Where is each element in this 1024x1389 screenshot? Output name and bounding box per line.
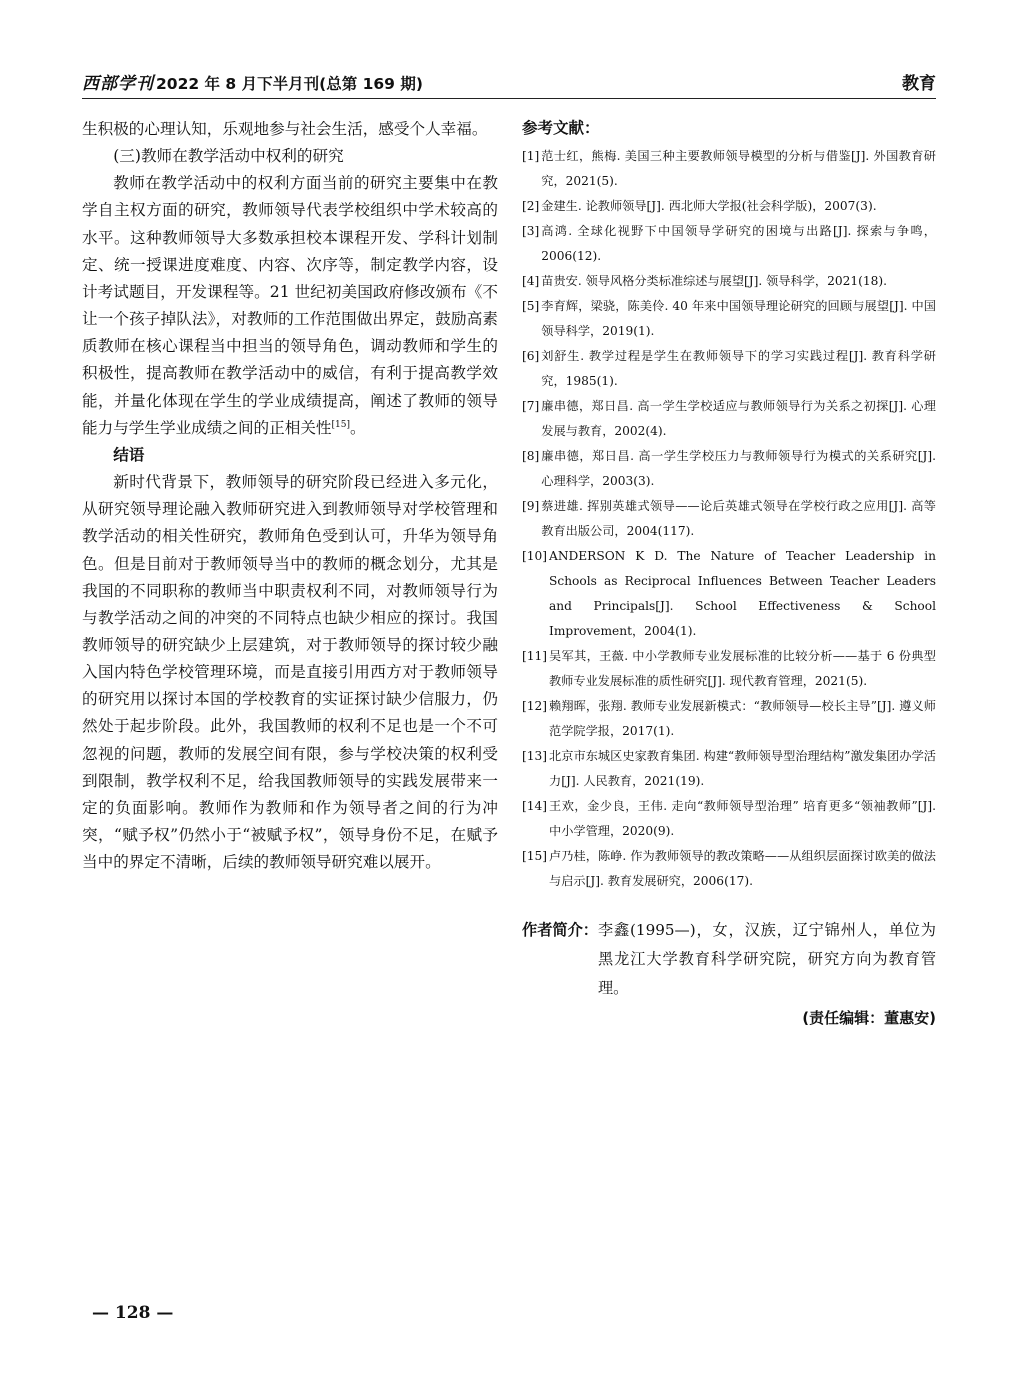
reference-number: [2] <box>522 199 540 213</box>
reference-item <box>522 644 936 694</box>
author-bio <box>522 916 936 1003</box>
reference-text: 金建生. 论教师领导[J]. 西北师大学报(社会科学版)，2007(3). <box>541 199 877 213</box>
reference-text: 卢乃桂，陈峥. 作为教师领导的教改策略——从组织层面探讨欧美的做法与启示[J]. 教育发展研究，2006(17). <box>549 849 936 888</box>
reference-number: [14] <box>522 799 548 813</box>
reference-text: 刘舒生. 教学过程是学生在教师领导下的学习实践过程[J]. 教育科学研究，1985(1). <box>541 349 936 388</box>
reference-text: 蔡进雄. 挥别英雄式领导——论后英雄式领导在学校行政之应用[J]. 高等教育出版公司，2004(117). <box>541 499 936 538</box>
paragraph-continuation: 生积极的心理认知，乐观地参与社会生活，感受个人幸福。 <box>82 120 488 138</box>
reference-text: 高鸿. 全球化视野下中国领导学研究的困境与出路[J]. 探索与争鸣，2006(12). <box>541 224 936 263</box>
citation-marker: [15] <box>331 419 350 430</box>
reference-item <box>522 144 936 194</box>
reference-text: 范士红，熊梅. 美国三种主要教师领导模型的分析与借鉴[J]. 外国教育研究，2021(5). <box>541 149 936 188</box>
reference-number: [1] <box>522 149 540 163</box>
paragraph-conclusion: 新时代背景下，教师领导的研究阶段已经进入多元化，从研究领导理论融入教师研究进入到教师领导对学校管理和教学活动的相关性研究，教师角色受到认可，升华为领导角色。但是目前对于教师领导当中的教师的概念划分，尤其是我国的不同职称的教师当中职责权利不同，对教师领导行为与教学活动之间的冲突的不同特点也缺少相应的探讨。我国教师领导的研究缺少上层建筑，对于教师领导的探讨较少融入国内特色学校管理环境，而是直接引用西方对于教师领导的研究用以探讨本国的学校教育的实证探讨缺少信服力，仍然处于起步阶段。此外，我国教师的权利不足也是一个不可忽视的问题，教师的发展空间有限，参与学校决策的权利受到限制，教学权利不足，给我国教师领导的实践发展带来一定的负面影响。教师作为教师和作为领导者之间的行为冲突，“赋予权”仍然小于“被赋予权”，领导身份不足，在赋予当中的界定不清晰，后续的教师领导研究难以展开。 <box>82 473 498 872</box>
reference-number: [6] <box>522 349 540 363</box>
reference-item <box>522 444 936 494</box>
section-label: 教育 <box>902 74 936 94</box>
paragraph-end: 。 <box>350 418 366 437</box>
header-left <box>82 69 423 98</box>
reference-item <box>522 694 936 744</box>
paragraph-teaching-rights <box>82 170 498 442</box>
reference-item <box>522 294 936 344</box>
reference-item <box>522 394 936 444</box>
page-header <box>82 70 936 99</box>
reference-number: [15] <box>522 849 548 863</box>
reference-number: [5] <box>522 299 540 313</box>
reference-text: 王欢，金少良，王伟. 走向“教师领导型治理” 培育更多“领袖教师”[J]. 中小学管理，2020(9). <box>549 799 936 838</box>
author-bio-label: 作者简介： <box>522 921 598 939</box>
reference-text: 赖翔晖，张翔. 教师专业发展新模式：“教师领导—校长主导”[J]. 遵义师范学院学报，2017(1). <box>549 699 936 738</box>
issue-info: 2022 年 8 月下半月刊(总第 169 期) <box>156 75 423 93</box>
reference-item <box>522 544 936 644</box>
left-column <box>82 116 498 876</box>
reference-number: [7] <box>522 399 540 413</box>
author-bio-text: 李鑫(1995—)，女，汉族，辽宁锦州人，单位为黑龙江大学教育科学研究院，研究方向为教育管理。 <box>597 921 936 997</box>
conclusion-heading: 结语 <box>113 445 145 464</box>
reference-number: [8] <box>522 449 540 463</box>
reference-list <box>522 144 936 894</box>
reference-number: [4] <box>522 274 540 288</box>
paragraph-text: 教师在教学活动中的权利方面当前的研究主要集中在教学自主权方面的研究，教师领导代表学校组织中学术较高的水平。这种教师领导大多数承担校本课程开发、学科计划制定、统一授课进度难度、内容、次序等，制定教学内容，设计考试题目，开发课程等。21 世纪初美国政府修改颁布《不让一个孩子掉队法》，对教师的工作范围做出界定，鼓励高素质教师在核心课程当中担当的领导角色，调动教师和学生的积极性，提高教师在教学活动中的威信，有利于提高教学效能，并量化体现在学生的学业成绩提高，阐述了教师的领导能力与学生学业成绩之间的正相关性 <box>82 174 498 437</box>
reference-item <box>522 344 936 394</box>
reference-number: [11] <box>522 649 548 663</box>
reference-number: [12] <box>522 699 548 713</box>
reference-number: [10] <box>522 549 548 563</box>
reference-text: 吴军其，王薇. 中小学教师专业发展标准的比较分析——基于 6 份典型教师专业发展标准的质性研究[J]. 现代教育管理，2021(5). <box>549 649 936 688</box>
responsible-editor: (责任编辑：董惠安) <box>802 1009 936 1027</box>
page-number: — 128 — <box>92 1303 174 1323</box>
references-title: 参考文献： <box>522 119 600 137</box>
reference-text: 廉串德，郑日昌. 高一学生学校适应与教师领导行为关系之初探[J]. 心理发展与教育，2002(4). <box>541 399 936 438</box>
reference-number: [13] <box>522 749 548 763</box>
reference-text: 李育辉，梁骁，陈美伶. 40 年来中国领导理论研究的回顾与展望[J]. 中国领导科学，2019(1). <box>541 299 936 338</box>
reference-text: ANDERSON K D. The Nature of Teacher Leadership in Schools as Reciprocal Influences Between Teacher Leaders and Principals[J]. School Effectiveness & School Improvement，2004(1). <box>549 549 936 638</box>
right-column <box>522 116 936 1028</box>
reference-number: [9] <box>522 499 540 513</box>
reference-item <box>522 844 936 894</box>
subsection-heading: (三)教师在教学活动中权利的研究 <box>113 147 344 166</box>
reference-item <box>522 794 936 844</box>
journal-logo: 西部学刊 <box>82 74 154 94</box>
reference-text: 北京市东城区史家教育集团. 构建“教师领导型治理结构”激发集团办学活力[J]. 人民教育，2021(19). <box>549 749 936 788</box>
reference-item <box>522 269 936 294</box>
reference-item <box>522 219 936 269</box>
reference-item <box>522 744 936 794</box>
reference-text: 苗贵安. 领导风格分类标准综述与展望[J]. 领导科学，2021(18). <box>541 274 888 288</box>
reference-text: 廉串德，郑日昌. 高一学生学校压力与教师领导行为模式的关系研究[J]. 心理科学，2003(3). <box>541 449 936 488</box>
reference-number: [3] <box>522 224 540 238</box>
reference-item <box>522 194 936 219</box>
reference-item <box>522 494 936 544</box>
